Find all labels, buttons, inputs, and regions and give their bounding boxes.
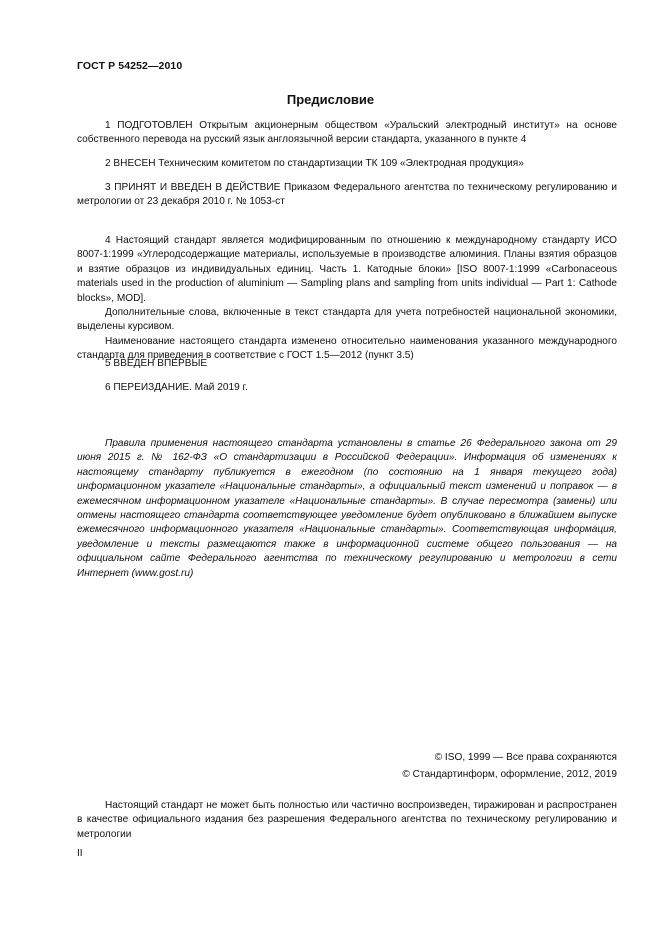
item-5: [77, 357, 617, 371]
standard-code: ГОСТ Р 54252—2010: [77, 60, 183, 72]
item-4: [77, 234, 617, 364]
item-6: [77, 381, 617, 395]
iso-copyright: © ISO, 1999 — Все права сохраняются: [434, 752, 617, 763]
page-title: Предисловие: [286, 92, 375, 107]
item-5-text: 5 ВВЕДЕН ВПЕРВЫЕ: [105, 358, 208, 369]
item-1-text: 1 ПОДГОТОВЛЕН Открытым акционерным обществом «Уральский электродный институт» на основе собственного перевода на русский язык англоязычной версии стандарта, указанного в пункте 4: [77, 120, 617, 146]
item-2: [77, 157, 617, 171]
application-rules-notice: Правила применения настоящего стандарта установлены в статье 26 Федерального закона от 29 июня 2015 г. № 162-ФЗ «О стандартизации в Российской Федерации». Информация об изменениях к настоящему стандарту публикуется в ежегодном (по состоянию на 1 января текущего года) информационном указателе «Национальные стандарты», а официальный текст изменений и поправок — в ежемесячном информационном указателе «Национальные стандарты». В случае пересмотра (замены) или отмены настоящего стандарта соответствующее уведомление будет опубликовано в ближайшем выпуске ежемесячного информационного указателя «Национальные стандарты». Соответствующая информация, уведомление и тексты размещаются также в информационной системе общего пользования — на официальном сайте Федерального агентства по техническому регулированию и метрологии в сети Интернет (www.gost.ru): [77, 438, 617, 579]
item-3: [77, 181, 617, 210]
standartinform-copyright: © Стандартинформ, оформление, 2012, 2019: [402, 769, 617, 780]
item-4-additional-words: Дополнительные слова, включенные в текст стандарта для учета потребностей национальной экономики, выделены курсивом.: [77, 307, 617, 333]
item-6-text: 6 ПЕРЕИЗДАНИЕ. Май 2019 г.: [105, 382, 248, 393]
item-4-name-change: Наименование настоящего стандарта изменено относительно наименования указанного международного стандарта для приведения в соответствие с ГОСТ 1.5—2012 (пункт 3.5): [77, 335, 617, 362]
item-1: [77, 119, 617, 148]
page-number: II: [77, 848, 83, 859]
item-2-text: 2 ВНЕСЕН Техническим комитетом по стандартизации ТК 109 «Электродная продукция»: [105, 158, 524, 169]
item-4-text: 4 Настоящий стандарт является модифицированным по отношению к международному стандарту ИСО 8007-1:1999 «Углеродсодержащие материалы, используемые в производстве алюминия. Планы взятия образцов и взятие образцов из индивидуальных единиц. Часть 1. Катодные блоки» [ISO 8007-1:1999 «Carbonaceous materials used in the production of aluminium — Sampling plans and sampling from units individual — Part 1: Cathode blocks», MOD].: [77, 235, 617, 304]
reproduction-notice: Настоящий стандарт не может быть полностью или частично воспроизведен, тиражирован и распространен в качестве официального издания без разрешения Федерального агентства по техническому регулированию и метрологии: [77, 800, 617, 840]
item-3-text: 3 ПРИНЯТ И ВВЕДЕН В ДЕЙСТВИЕ Приказом Федерального агентства по техническому регулированию и метрологии от 23 декабря 2010 г. № 1053-ст: [77, 182, 617, 208]
